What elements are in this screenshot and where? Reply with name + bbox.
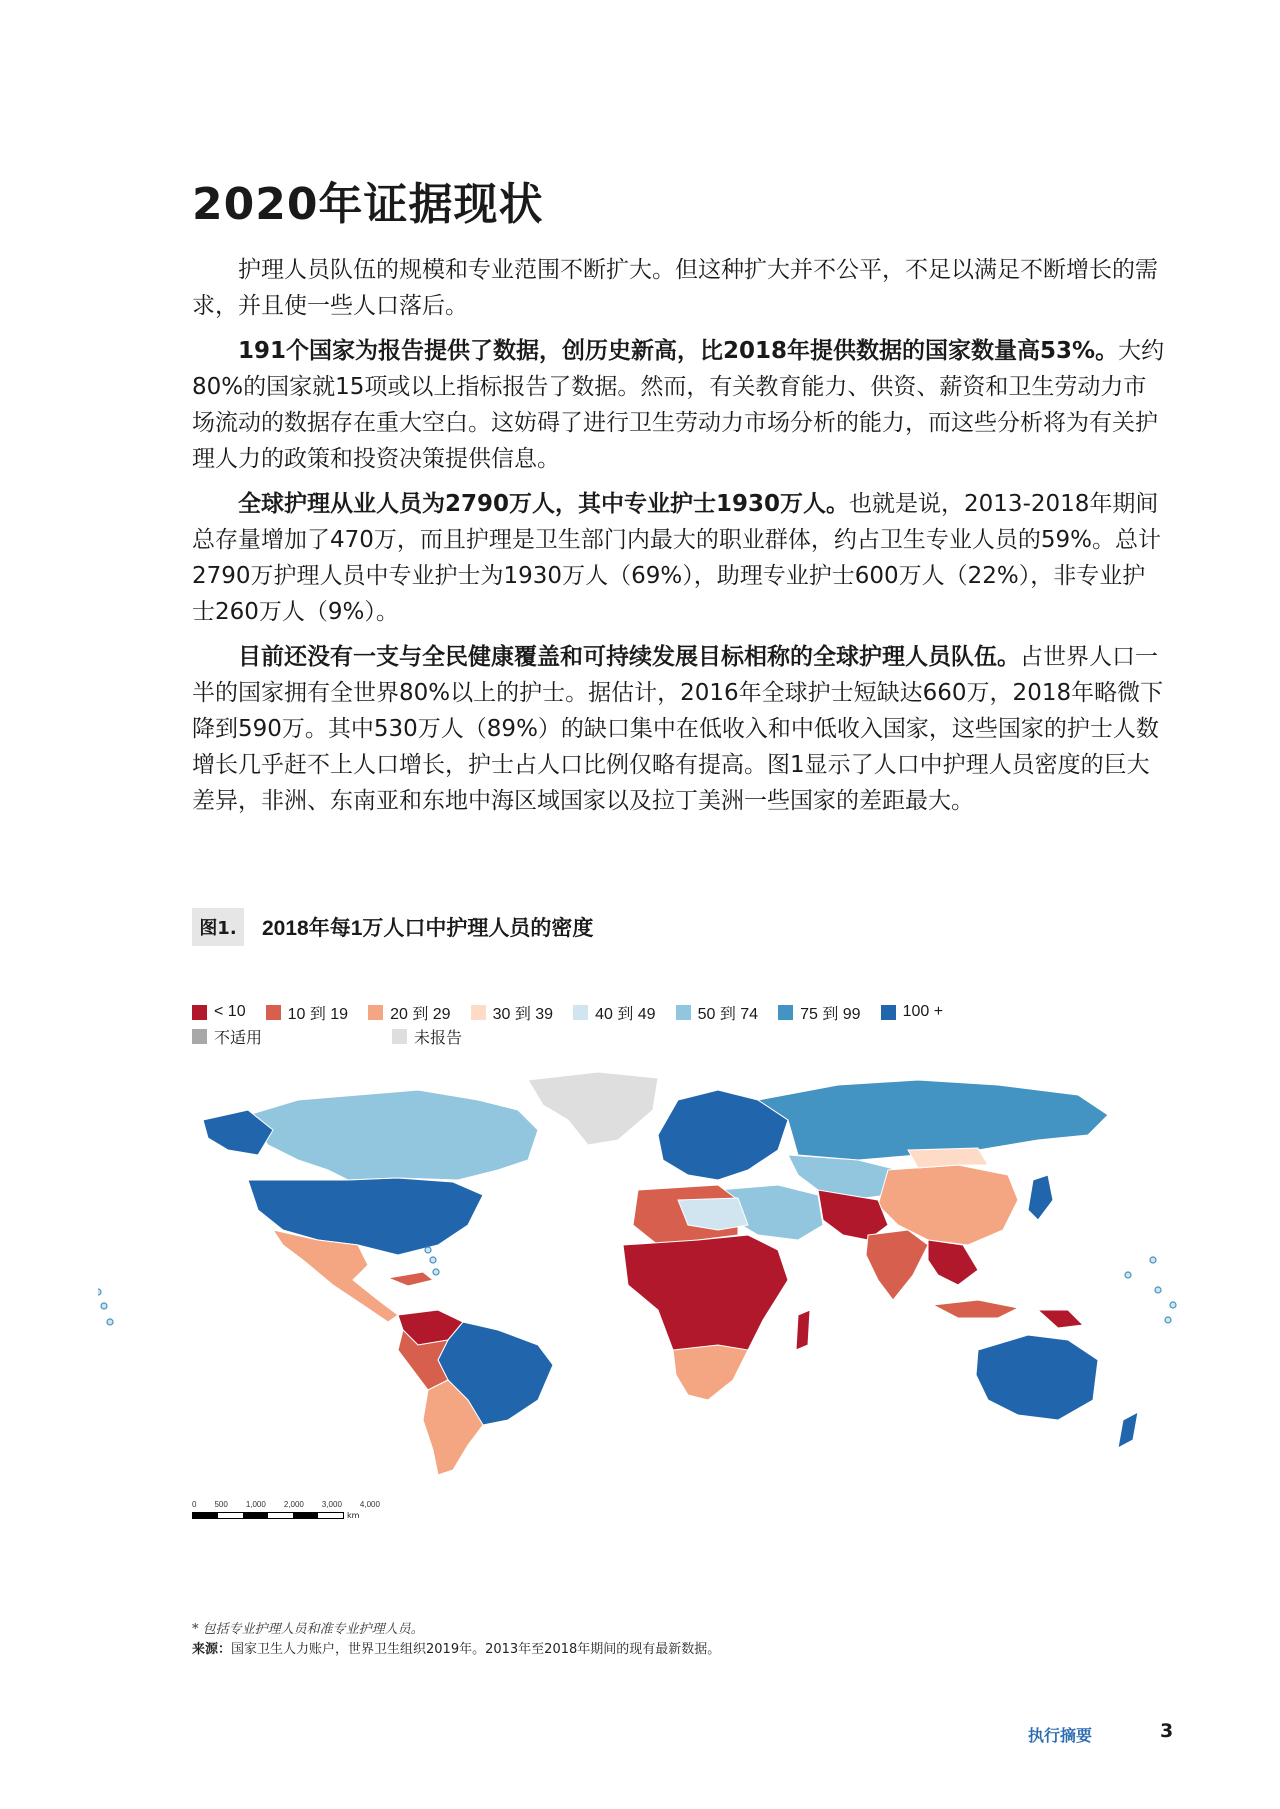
map-region-libya-egypt (678, 1198, 748, 1230)
footnote: * 包括专业护理人员和准专业护理人员。 (192, 1622, 424, 1637)
legend-item (778, 1001, 861, 1024)
legend-item (676, 1001, 759, 1024)
legend-item (392, 1025, 512, 1048)
map-region-australia (976, 1335, 1098, 1420)
map-region-japan (1028, 1175, 1053, 1220)
body-text (192, 252, 1168, 828)
legend-item (192, 1025, 372, 1048)
map-region-southern-africa (673, 1345, 748, 1400)
legend-swatch (573, 1005, 588, 1020)
paragraph-2: 191个国家为报告提供了数据，创历史新高，比2018年提供数据的国家数量高53%。大约80%的国家就15项或以上指标报告了数据。然而，有关教育能力、供资、薪资和卫生劳动力市场流动的数据存在重大空白。这妨碍了进行卫生劳动力市场分析的能力，而这些分析将为有关护理人力的政策和投资决策提供信息。 (192, 338, 1165, 472)
paragraph-3: 全球护理从业人员为2790万人，其中专业护士1930万人。也就是说，2013-2018年期间总存量增加了470万，而且护理是卫生部门内最大的职业群体，约占卫生专业人员的59%。总计2790万护理人员中专业护士为1930万人（69%），助理专业护士600万人（22%），非专业护士260万人（9%）。 (192, 491, 1162, 625)
legend-label: 未报告 (414, 1029, 463, 1047)
map-region-south-west-asia (818, 1190, 888, 1240)
legend-item (471, 1001, 554, 1024)
scale-label: 1,000 (245, 1500, 266, 1509)
legend-label: 不适用 (214, 1029, 263, 1047)
legend-swatch (471, 1005, 486, 1020)
page-number: 3 (1160, 1720, 1174, 1742)
map-region-png (1038, 1310, 1083, 1328)
map-region-canada (248, 1090, 538, 1180)
legend-label: 75 到 99 (800, 1005, 861, 1023)
scale-label: 0 (192, 1500, 197, 1509)
legend-label: 40 到 49 (595, 1005, 656, 1023)
source-text: 国家卫生人力账户，世界卫生组织2019年。2013年至2018年期间的现有最新数据。 (231, 1642, 721, 1657)
legend-label: 50 到 74 (697, 1005, 759, 1023)
legend-item (573, 1001, 656, 1024)
legend-label: 10 到 19 (287, 1005, 349, 1023)
map-region-indonesia (933, 1300, 1018, 1318)
map-region-russia (758, 1080, 1108, 1160)
legend-label: 30 到 39 (492, 1005, 554, 1023)
map-region-new-zealand (1118, 1412, 1138, 1448)
map-scale-bar (192, 1500, 380, 1520)
paragraph-1: 护理人员队伍的规模和专业范围不断扩大。但这种扩大并不公平，不足以满足不断增长的需求，并且使一些人口落后。 (192, 257, 1158, 319)
map-region-india (866, 1230, 928, 1300)
legend-label: 100 + (902, 1003, 944, 1020)
figure-title: 2018年每1万人口中护理人员的密度 (262, 917, 594, 940)
scale-labels (192, 1500, 380, 1509)
map-region-caribbean (388, 1272, 433, 1286)
legend-swatch (192, 1005, 207, 1020)
footer-section-label: 执行摘要 (1028, 1726, 1093, 1745)
map-legend (192, 1000, 992, 1048)
legend-label: < 10 (214, 1003, 246, 1020)
scale-unit: km (347, 1511, 360, 1520)
figure-tag: 图1. (192, 908, 244, 946)
source-note (192, 1638, 720, 1657)
legend-row-density (192, 1000, 992, 1024)
map-region-southeast-asia (928, 1240, 978, 1285)
scale-label: 500 (214, 1500, 228, 1509)
legend-swatch (266, 1005, 281, 1020)
scale-bar (192, 1512, 344, 1519)
world-map (98, 1060, 1258, 1480)
legend-label: 20 到 29 (390, 1005, 451, 1023)
legend-swatch (676, 1005, 691, 1020)
legend-swatch (368, 1005, 383, 1020)
source-label: 来源： (192, 1642, 232, 1657)
map-region-greenland (528, 1072, 658, 1145)
paragraph-4: 目前还没有一支与全民健康覆盖和可持续发展目标相称的全球护理人员队伍。占世界人口一半的国家拥有全世界80%以上的护士。据估计，2016年全球护士短缺达660万，2018年略微下降到590万。其中530万人（89%）的缺口集中在低收入和中低收入国家，这些国家的护士人数增长几乎赶不上人口增长，护士占人口比例仅略有提高。图1显示了人口中护理人员密度的巨大差异，非洲、东南亚和东地中海区域国家以及拉丁美洲一些国家的差距最大。 (192, 644, 1164, 814)
legend-swatch (778, 1005, 793, 1020)
legend-item (192, 1003, 246, 1021)
scale-label: 4,000 (359, 1500, 380, 1509)
legend-swatch (392, 1029, 407, 1044)
legend-item (881, 1003, 943, 1021)
figure-header (192, 908, 593, 946)
legend-swatch (881, 1005, 896, 1020)
map-region-mongolia (908, 1148, 988, 1168)
scale-label: 2,000 (283, 1500, 304, 1509)
legend-item (368, 1001, 451, 1024)
scale-label: 3,000 (321, 1500, 342, 1509)
page-title: 2020年证据现状 (192, 179, 544, 230)
legend-swatch (192, 1029, 207, 1044)
map-region-madagascar (796, 1310, 810, 1350)
legend-row-other (192, 1024, 992, 1048)
legend-item (266, 1001, 349, 1024)
